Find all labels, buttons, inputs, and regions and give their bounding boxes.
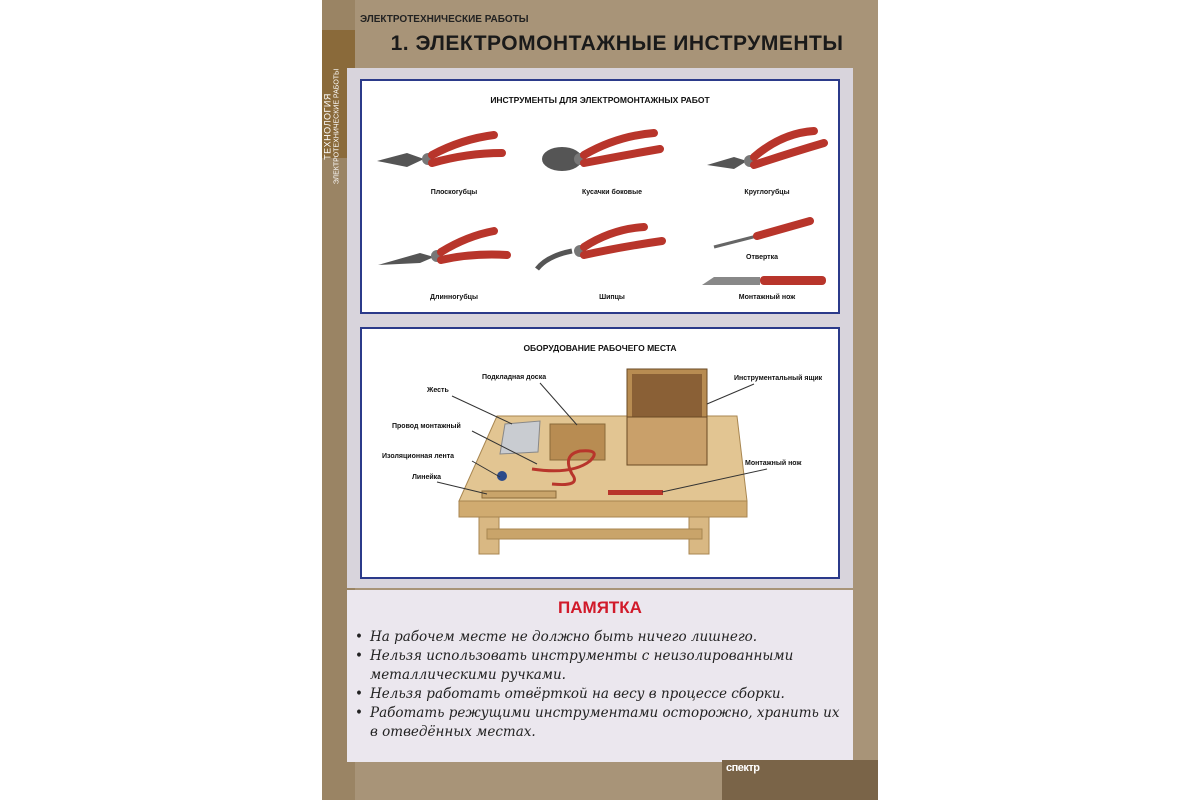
publisher-footer [722, 760, 878, 800]
tools-box [360, 79, 840, 314]
poster [322, 0, 878, 800]
publisher-logo: спектр [726, 762, 760, 774]
memo-item [355, 647, 850, 685]
pliers-icon [377, 135, 502, 167]
tool-label: Шипцы [599, 294, 625, 301]
callout-wire: Провод монтажный [392, 423, 461, 430]
callout-tin: Жесть [427, 387, 449, 394]
main-title: 1. ЭЛЕКТРОМОНТАЖНЫЕ ИНСТРУМЕНТЫ [390, 32, 844, 55]
long-nose-pliers-icon [378, 231, 507, 265]
memo-item [355, 628, 850, 647]
tool-label: Монтажный нож [738, 294, 796, 301]
memo-title: ПАМЯТКА [558, 598, 642, 617]
bullet-icon: • [355, 686, 363, 702]
memo-item-text: Нельзя использовать инструменты с неизолированными металлическими ручками. [370, 648, 794, 683]
callout-knife: Монтажный нож [745, 460, 802, 467]
tool-label: Длинногубцы [430, 294, 478, 301]
memo-list [355, 628, 850, 742]
callout-toolbox: Инструментальный ящик [734, 375, 823, 382]
tools-box-title: ИНСТРУМЕНТЫ ДЛЯ ЭЛЕКТРОМОНТАЖНЫХ РАБОТ [490, 95, 710, 105]
bent-nose-pliers-icon [537, 227, 662, 269]
memo-item-text: На рабочем месте не должно быть ничего лишнего. [370, 629, 758, 645]
memo-item-text: Работать режущими инструментами осторожно, хранить их в отведённых местах. [370, 705, 840, 740]
side-cutters-icon [542, 133, 660, 171]
tool-label: Плоскогубцы [430, 189, 478, 196]
workplace-box [360, 327, 840, 579]
bullet-icon: • [355, 648, 363, 664]
tools-illustration [362, 81, 838, 312]
side-label-line1: ТЕХНОЛОГИЯ [322, 93, 333, 160]
callout-ruler: Линейка [412, 474, 442, 481]
callout-board: Подкладная доска [482, 374, 547, 381]
bullet-icon: • [355, 629, 363, 645]
tool-label: Кусачки боковые [582, 189, 642, 196]
memo-item [355, 704, 850, 742]
callout-tape: Изоляционная лента [382, 453, 455, 460]
illustration-panel [347, 68, 853, 588]
knife-icon [702, 276, 826, 285]
workplace-box-title: ОБОРУДОВАНИЕ РАБОЧЕГО МЕСТА [523, 343, 677, 353]
bullet-icon: • [355, 705, 363, 721]
tool-label: Отвертка [746, 254, 778, 261]
tool-label: Круглогубцы [744, 189, 790, 196]
memo-item-text: Нельзя работать отвёрткой на весу в процессе сборки. [370, 686, 785, 702]
screwdriver-icon [714, 221, 810, 247]
memo-box [347, 590, 853, 762]
memo-item [355, 685, 850, 704]
section-title: ЭЛЕКТРОТЕХНИЧЕСКИЕ РАБОТЫ [360, 14, 529, 25]
round-nose-pliers-icon [707, 131, 824, 169]
side-label-line2: ЭЛЕКТРОТЕХНИЧЕСКИЕ РАБОТЫ [333, 68, 341, 185]
